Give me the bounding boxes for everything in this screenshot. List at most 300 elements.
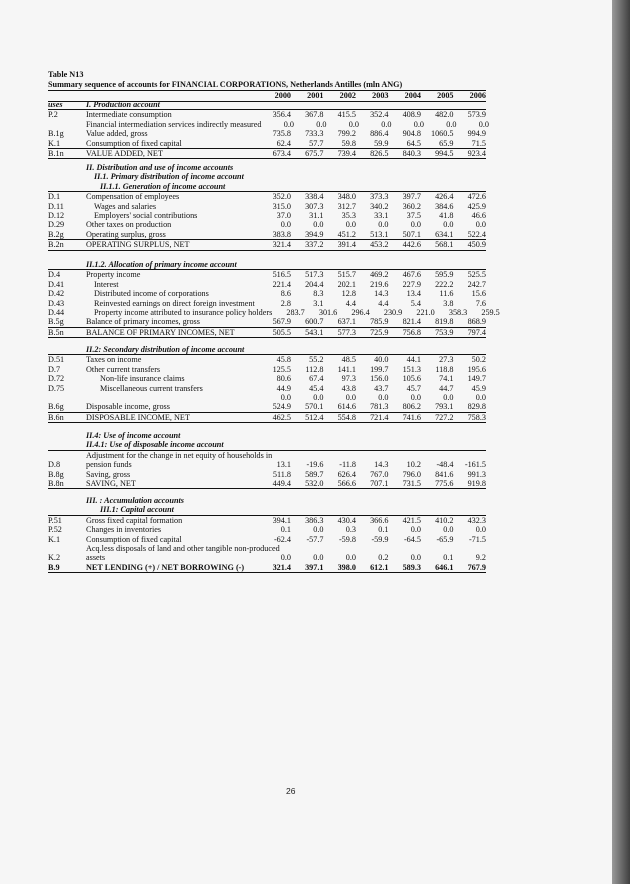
value-cell: 40.0 — [374, 355, 389, 365]
value-cell: 296.4 — [351, 307, 370, 317]
table-row — [48, 129, 486, 138]
value-cell: -11.8 — [339, 460, 356, 470]
value-cell: 394.1 — [272, 515, 291, 525]
value-cell: 482.0 — [435, 110, 454, 120]
section-heading: II.4.1: Use of disposable income account — [86, 440, 224, 450]
value-cell: 469.2 — [370, 270, 389, 280]
value-cell: 307.3 — [305, 201, 324, 211]
value-cell: 793.1 — [435, 402, 454, 412]
row-code: D.75 — [48, 383, 65, 393]
value-cell: 826.5 — [370, 148, 389, 158]
table-row — [48, 374, 486, 383]
value-cell: 567.9 — [272, 317, 291, 327]
row-code — [48, 393, 86, 402]
value-cell: 829.8 — [467, 402, 486, 412]
value-cell: 0.0 — [313, 392, 324, 402]
value-cell: 0.0 — [381, 119, 392, 129]
value-cell: 775.6 — [435, 478, 454, 488]
value-cell: -71.5 — [468, 534, 486, 544]
value-cell: 151.3 — [402, 364, 421, 374]
row-code: B.2g — [48, 229, 64, 239]
value-cell: 384.6 — [435, 201, 454, 211]
value-cell: 356.4 — [272, 110, 291, 120]
value-cell: 0.0 — [378, 392, 389, 402]
value-cell: 0.0 — [313, 220, 324, 230]
row-code — [48, 260, 86, 269]
value-cell: 0.0 — [410, 553, 421, 563]
production-account-section — [48, 100, 490, 159]
row-description: Gross fixed capital formation — [86, 515, 183, 525]
value-cell: 360.2 — [402, 201, 421, 211]
value-cell: 74.1 — [439, 374, 454, 384]
row-code: B.9 — [48, 562, 60, 572]
row-code: P.2 — [48, 110, 58, 120]
value-cell: 0.2 — [378, 553, 389, 563]
value-cell: 3.1 — [313, 298, 324, 308]
row-code: D.12 — [48, 210, 65, 220]
year-header: 2006 — [469, 91, 486, 100]
value-cell: 0.0 — [443, 220, 454, 230]
value-cell: 421.5 — [402, 515, 421, 525]
row-description: pension funds — [86, 460, 132, 470]
table-row — [48, 525, 486, 534]
year-header: 2001 — [307, 91, 324, 100]
value-cell: 0.0 — [475, 220, 486, 230]
row-description: Wages and salaries — [94, 201, 157, 211]
value-cell: 195.6 — [467, 364, 486, 374]
value-cell: 517.3 — [305, 270, 324, 280]
row-code — [48, 120, 86, 129]
section-heading-row — [48, 182, 486, 192]
section-heading-row — [48, 345, 486, 355]
value-cell: 65.9 — [439, 138, 454, 148]
value-cell: 511.8 — [272, 469, 291, 479]
value-cell: 741.6 — [402, 412, 421, 422]
row-code — [48, 440, 86, 449]
value-cell: 59.8 — [341, 138, 356, 148]
value-cell: 753.9 — [435, 327, 454, 337]
value-cell: 301.6 — [318, 307, 338, 317]
value-cell: 767.0 — [370, 469, 389, 479]
value-cell: -19.6 — [306, 460, 324, 470]
section-heading: II. Distribution and use of income accounts — [86, 163, 234, 172]
table-row — [48, 110, 486, 119]
value-cell: -57.7 — [306, 534, 324, 544]
value-cell: 55.2 — [309, 355, 324, 365]
value-cell: 337.2 — [305, 240, 324, 250]
row-code: K.1 — [48, 138, 61, 148]
value-cell: 430.4 — [337, 515, 356, 525]
row-description: Intermediate consumption — [86, 110, 172, 120]
row-description: Property income — [86, 270, 141, 280]
table-label: Table N13 — [48, 70, 84, 79]
value-cell: 0.1 — [443, 553, 454, 563]
value-cell: 141.1 — [337, 364, 356, 374]
value-cell: 868.9 — [467, 317, 486, 327]
value-cell: -65.9 — [436, 534, 454, 544]
section-heading-row — [48, 100, 486, 110]
row-code: D.51 — [48, 355, 65, 365]
value-cell: 367.8 — [305, 110, 324, 120]
value-cell: 0.0 — [348, 119, 360, 129]
value-cell: 707.1 — [370, 478, 389, 488]
row-description: Financial intermediation services indirectly measured — [86, 119, 262, 129]
value-cell: 222.2 — [435, 279, 454, 289]
value-cell: 112.8 — [305, 364, 324, 374]
value-cell: 739.4 — [337, 148, 356, 158]
value-cell: 397.7 — [402, 192, 421, 202]
row-code: K.1 — [48, 534, 61, 544]
value-cell: 731.5 — [402, 478, 421, 488]
value-cell: 554.8 — [337, 412, 356, 422]
value-cell: 515.7 — [337, 270, 356, 280]
row-description: Taxes on income — [86, 355, 142, 365]
value-cell: 467.6 — [402, 270, 421, 280]
table-row — [48, 230, 486, 240]
value-cell: 45.8 — [276, 355, 291, 365]
value-cell: 0.3 — [345, 525, 356, 535]
value-cell: 0.0 — [443, 525, 454, 535]
page-edge — [612, 0, 630, 884]
value-cell: 0.0 — [280, 392, 291, 402]
table-title: Summary sequence of accounts for FINANCIAL CORPORATIONS, Netherlands Antilles (mln ANG) — [48, 80, 486, 91]
value-cell: 450.9 — [467, 240, 486, 250]
table-row — [48, 393, 486, 402]
row-code — [48, 431, 86, 440]
table-row — [48, 563, 486, 573]
table-row — [48, 192, 486, 201]
value-cell: 386.3 — [305, 515, 324, 525]
value-cell: -48.4 — [436, 460, 454, 470]
value-cell: 105.6 — [402, 374, 421, 384]
value-cell: 0.0 — [410, 392, 421, 402]
table-row — [48, 211, 486, 220]
row-code — [48, 544, 86, 553]
value-cell: 13.4 — [406, 289, 421, 299]
value-cell: 0.0 — [378, 220, 389, 230]
value-cell: 45.9 — [471, 383, 486, 393]
value-cell: 415.5 — [337, 110, 356, 120]
table-row — [48, 516, 486, 525]
value-cell: 48.5 — [341, 355, 356, 365]
value-cell: -64.5 — [403, 534, 421, 544]
value-cell: 67.4 — [309, 374, 324, 384]
value-cell: 348.0 — [337, 192, 356, 202]
value-cell: 505.5 — [272, 327, 291, 337]
value-cell: 821.4 — [402, 317, 421, 327]
value-cell: 525.5 — [467, 270, 486, 280]
value-cell: 904.8 — [402, 129, 421, 139]
value-cell: 0.0 — [316, 119, 327, 129]
row-description: Saving, gross — [86, 469, 131, 479]
row-code: B.6g — [48, 402, 64, 412]
row-code: D.41 — [48, 279, 65, 289]
value-cell: 522.4 — [467, 229, 486, 239]
value-cell: 202.1 — [337, 279, 356, 289]
value-cell: 0.1 — [378, 525, 389, 535]
value-cell: 391.4 — [337, 240, 356, 250]
row-code: B.8n — [48, 478, 64, 488]
value-cell: 45.4 — [309, 383, 324, 393]
value-cell: 0.0 — [413, 119, 425, 129]
row-description: Interest — [94, 279, 119, 289]
row-code: D.4 — [48, 270, 61, 280]
row-description: Other taxes on production — [86, 220, 172, 230]
value-cell: 796.0 — [402, 469, 421, 479]
value-cell: 383.8 — [272, 229, 291, 239]
section-heading: III.1: Capital account — [100, 505, 174, 515]
value-cell: 0.0 — [410, 525, 421, 535]
value-cell: 340.2 — [370, 201, 389, 211]
value-cell: 840.3 — [402, 148, 421, 158]
value-cell: 0.0 — [280, 553, 291, 563]
table-row — [48, 479, 486, 489]
value-cell: 373.3 — [370, 192, 389, 202]
year-header: 2003 — [372, 91, 389, 100]
row-code: D.44 — [48, 307, 65, 317]
value-cell: 259.5 — [481, 307, 500, 317]
row-description: DISPOSABLE INCOME, NET — [86, 412, 190, 422]
value-cell: 923.4 — [467, 148, 486, 158]
value-cell: 0.0 — [345, 392, 356, 402]
value-cell: 516.5 — [272, 270, 291, 280]
value-cell: 0.0 — [478, 119, 490, 129]
value-cell: 35.3 — [341, 210, 356, 220]
section-heading: II.2: Secondary distribution of income account — [86, 345, 245, 354]
value-cell: 227.9 — [402, 279, 421, 289]
table-row — [48, 365, 486, 374]
row-description: Balance of primary incomes, gross — [86, 317, 200, 327]
row-description: assets — [86, 553, 106, 563]
value-cell: 199.7 — [370, 364, 389, 374]
table-row — [48, 470, 486, 479]
value-cell: 315.0 — [272, 201, 291, 211]
value-cell: 675.7 — [305, 148, 324, 158]
table-row — [48, 119, 490, 129]
table-row — [48, 307, 500, 317]
value-cell: 589.3 — [402, 562, 421, 572]
value-cell: 321.4 — [272, 240, 291, 250]
value-cell: 321.4 — [272, 562, 291, 572]
row-description: VALUE ADDED, NET — [86, 148, 163, 158]
value-cell: 767.9 — [467, 562, 486, 572]
row-code: B.8g — [48, 469, 64, 479]
value-cell: 799.2 — [337, 129, 356, 139]
row-code: B.1g — [48, 129, 64, 139]
value-cell: -59.8 — [338, 534, 356, 544]
value-cell: 62.4 — [276, 138, 291, 148]
row-code: P.52 — [48, 525, 62, 535]
value-cell: 614.6 — [337, 402, 356, 412]
value-cell: 33.1 — [374, 210, 389, 220]
row-description: Other current transfers — [86, 364, 161, 374]
value-cell: 204.4 — [305, 279, 324, 289]
value-cell: 338.4 — [305, 192, 324, 202]
value-cell: 44.7 — [439, 383, 454, 393]
row-description: Consumption of fixed capital — [86, 534, 182, 544]
value-cell: 41.8 — [439, 210, 454, 220]
row-code: D.7 — [48, 364, 61, 374]
row-code — [48, 163, 86, 172]
value-cell: 37.0 — [276, 210, 291, 220]
table-row — [48, 384, 486, 393]
value-cell: 57.7 — [309, 138, 324, 148]
row-description: Distributed income of corporations — [94, 289, 209, 299]
value-cell: 312.7 — [337, 201, 356, 211]
value-cell: 797.4 — [467, 327, 486, 337]
value-cell: 3.8 — [443, 298, 454, 308]
table-row — [48, 317, 486, 327]
value-cell: 806.2 — [402, 402, 421, 412]
row-description: Miscellaneous current transfers — [100, 383, 203, 393]
section-heading-row — [48, 440, 486, 450]
row-code — [48, 496, 86, 505]
row-description: Reinvested earnings on direct foreign investment — [94, 298, 255, 308]
row-description: NET LENDING (+) / NET BORROWING (-) — [86, 562, 245, 572]
value-cell: 568.1 — [435, 240, 454, 250]
value-cell: 543.1 — [305, 327, 324, 337]
section-heading-row — [48, 163, 486, 172]
section-heading-row — [48, 172, 486, 181]
value-cell: 394.9 — [305, 229, 324, 239]
row-description: Disposable income, gross — [86, 402, 170, 412]
row-description: Adjustment for the change in net equity of households in — [86, 450, 273, 460]
value-cell: 637.1 — [337, 317, 356, 327]
value-cell: 2.8 — [280, 298, 291, 308]
value-cell: 13.1 — [276, 460, 291, 470]
table-row — [48, 544, 486, 553]
value-cell: 0.0 — [313, 525, 324, 535]
year-header: 2002 — [339, 91, 356, 100]
row-code: B.5g — [48, 317, 64, 327]
value-cell: 453.2 — [370, 240, 389, 250]
value-cell: 570.1 — [305, 402, 324, 412]
value-cell: -59.9 — [371, 534, 389, 544]
generation-of-income-section — [48, 163, 486, 251]
row-code — [48, 172, 86, 181]
value-cell: 80.6 — [276, 374, 291, 384]
table-row — [48, 535, 486, 544]
value-cell: 472.6 — [467, 192, 486, 202]
section-heading: II.4: Use of income account — [86, 431, 181, 440]
value-cell: 410.2 — [435, 515, 454, 525]
value-cell: 46.6 — [471, 210, 486, 220]
value-cell: 352.0 — [272, 192, 291, 202]
table-row — [48, 270, 486, 279]
value-cell: 634.1 — [435, 229, 454, 239]
value-cell: 71.5 — [471, 138, 486, 148]
row-description: Operating surplus, gross — [86, 229, 166, 239]
value-cell: 991.3 — [467, 469, 486, 479]
section-heading-row — [48, 496, 486, 505]
value-cell: 37.5 — [406, 210, 421, 220]
section-heading-row — [48, 431, 486, 440]
value-cell: 819.8 — [435, 317, 454, 327]
row-code: D.72 — [48, 374, 65, 384]
value-cell: 14.3 — [374, 289, 389, 299]
value-cell: 886.4 — [370, 129, 389, 139]
section-heading: II.1. Primary distribution of income account — [94, 172, 244, 182]
row-description: Property income attributed to insurance policy holders — [94, 307, 273, 317]
table-row — [48, 460, 486, 469]
value-cell: 432.3 — [467, 515, 486, 525]
section-heading: I. Production account — [86, 100, 160, 109]
value-cell: 27.3 — [439, 355, 454, 365]
row-code: B.1n — [48, 148, 64, 158]
row-description: Consumption of fixed capital — [86, 138, 182, 148]
row-description — [86, 393, 259, 402]
value-cell: 64.5 — [406, 138, 421, 148]
value-cell: 512.4 — [305, 412, 324, 422]
row-description: Non-life insurance claims — [100, 374, 185, 384]
row-code: D.1 — [48, 192, 61, 202]
value-cell: 785.9 — [370, 317, 389, 327]
value-cell: 358.3 — [448, 307, 468, 317]
table-row — [48, 451, 486, 460]
value-cell: 397.1 — [305, 562, 324, 572]
value-cell: 44.1 — [406, 355, 421, 365]
table-row — [48, 355, 486, 364]
value-cell: 221.0 — [416, 307, 435, 317]
value-cell: 97.3 — [341, 374, 356, 384]
value-cell: 673.4 — [272, 148, 291, 158]
row-code: B.5n — [48, 327, 64, 337]
value-cell: 0.0 — [443, 392, 454, 402]
value-cell: 462.5 — [272, 412, 291, 422]
value-cell: 735.8 — [272, 129, 291, 139]
value-cell: 0.0 — [283, 119, 295, 129]
value-cell: 532.0 — [305, 478, 324, 488]
row-code: D.11 — [48, 201, 64, 211]
row-description: Value added, gross — [86, 129, 148, 139]
secondary-distribution-section — [48, 345, 486, 423]
value-cell: 1060.5 — [430, 129, 454, 139]
section-heading: II.1.1. Generation of income account — [100, 181, 226, 191]
value-cell: 595.9 — [435, 270, 454, 280]
value-cell: 442.6 — [402, 240, 421, 250]
value-cell: 577.3 — [337, 327, 356, 337]
value-cell: 230.9 — [383, 307, 403, 317]
row-description: Compensation of employees — [86, 192, 180, 202]
value-cell: 4.4 — [378, 298, 389, 308]
value-cell: 242.7 — [467, 279, 486, 289]
value-cell: 589.7 — [305, 469, 324, 479]
capital-account-section — [48, 496, 486, 573]
value-cell: 756.8 — [402, 327, 421, 337]
value-cell: 43.8 — [341, 383, 356, 393]
value-cell: 524.9 — [272, 402, 291, 412]
row-description: OPERATING SURPLUS, NET — [86, 240, 190, 250]
value-cell: 727.2 — [435, 412, 454, 422]
row-code: uses — [48, 100, 63, 109]
year-header: 2005 — [437, 91, 454, 100]
table-row — [48, 402, 486, 412]
table-row — [48, 240, 486, 250]
table-row — [48, 280, 486, 289]
value-cell: 5.4 — [410, 298, 421, 308]
row-code: D.29 — [48, 220, 65, 230]
table-header — [48, 70, 486, 102]
value-cell: 566.6 — [337, 478, 356, 488]
row-code: D.43 — [48, 298, 65, 308]
value-cell: 0.0 — [446, 119, 457, 129]
table-row — [48, 202, 486, 211]
section-heading-row — [48, 505, 486, 515]
row-description: BALANCE OF PRIMARY INCOMES, NET — [86, 327, 235, 337]
value-cell: 31.1 — [309, 210, 324, 220]
row-description: SAVING, NET — [86, 478, 136, 488]
value-cell: 612.1 — [370, 562, 389, 572]
